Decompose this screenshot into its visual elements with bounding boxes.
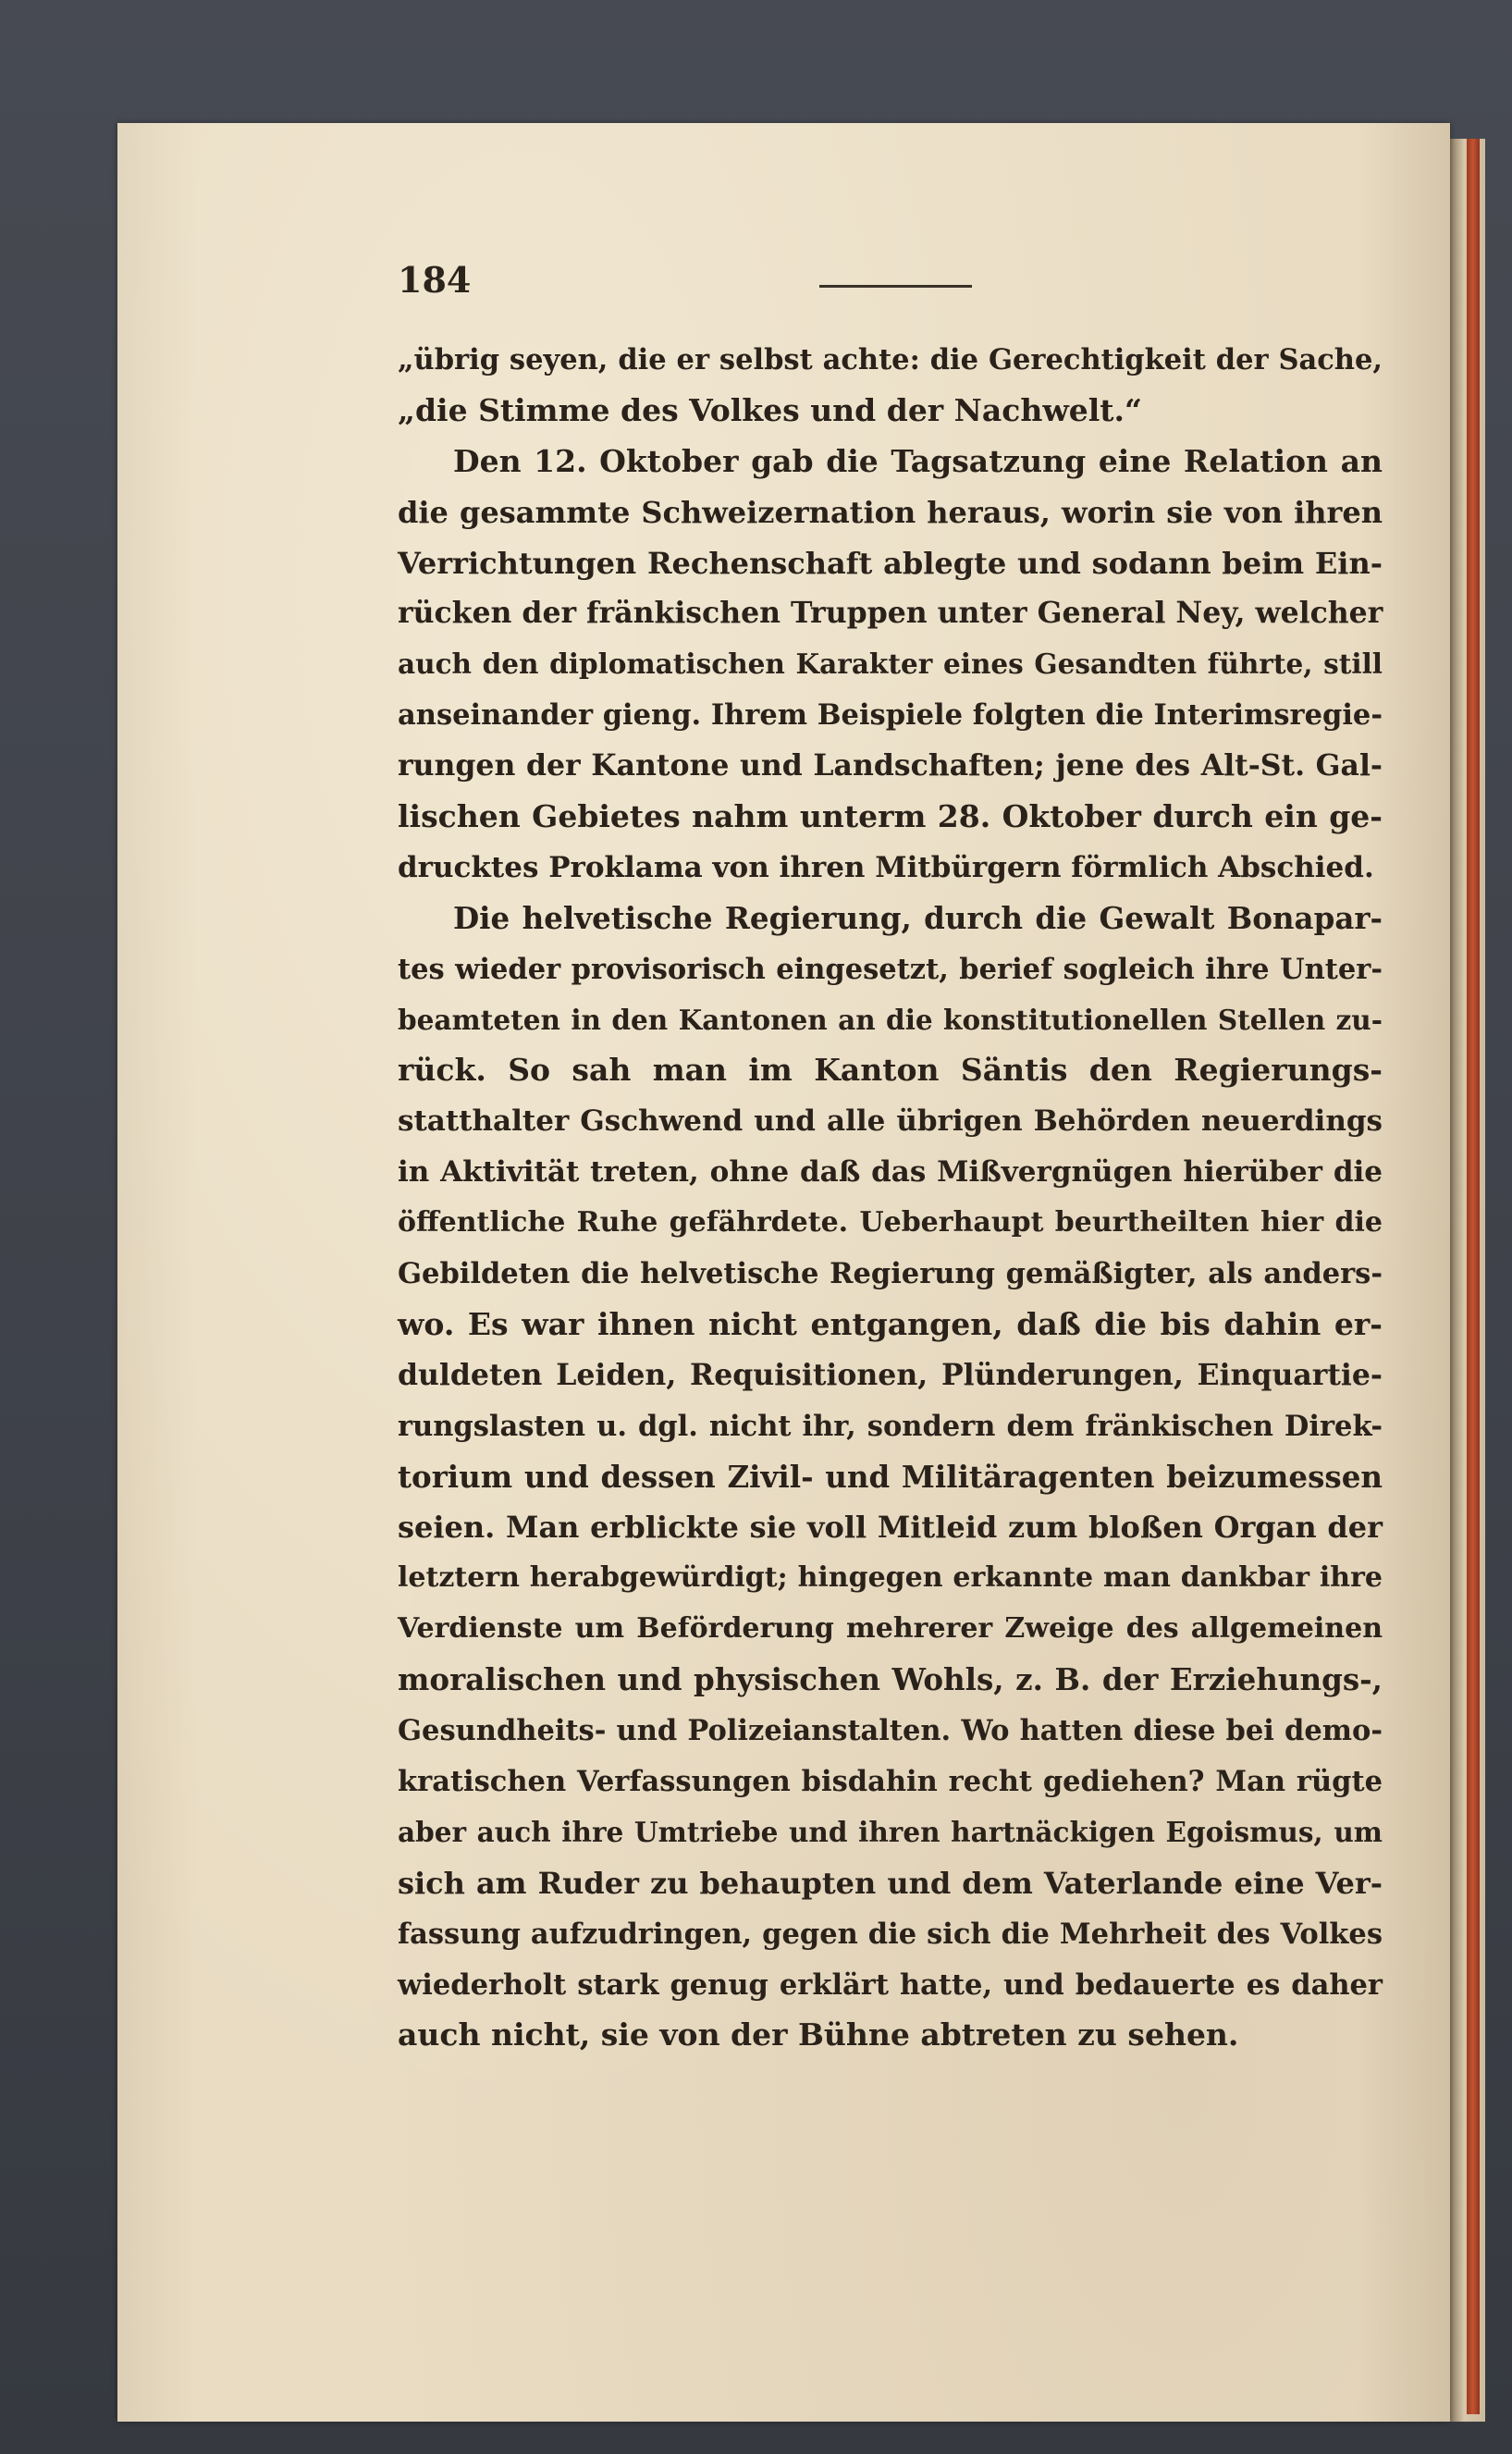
text-line: Verrichtungen Rechenschaft ablegte und sodann beim Ein- — [398, 545, 1383, 581]
text-line: rücken der fränkischen Truppen unter General Ney, welcher — [398, 596, 1383, 631]
text-line: statthalter Gschwend und alle übrigen Behörden neuerdings — [398, 1104, 1383, 1139]
text-line: torium und dessen Zivil- und Militäragenten beizumessen — [398, 1458, 1383, 1495]
text-line: aber auch ihre Umtriebe und ihren hartnäckigen Egoismus, um — [398, 1815, 1383, 1848]
text-line: anseinander gieng. Ihrem Beispiele folgten die Interimsregie- — [398, 698, 1383, 733]
header-rule — [819, 285, 972, 288]
text-line: in Aktivität treten, ohne daß das Mißvergnügen hierüber die — [398, 1155, 1383, 1190]
text-line: rungen der Kantone und Landschaften; jene des Alt-St. Gal- — [398, 748, 1383, 783]
body-text — [398, 335, 1383, 2061]
text-line: Den 12. Oktober gab die Tagsatzung eine Relation an — [453, 442, 1383, 479]
text-line: rück. So sah man im Kanton Säntis den Regierungs- — [398, 1052, 1383, 1089]
text-line: Gesundheits- und Polizeianstalten. Wo hatten diese bei demo- — [398, 1714, 1383, 1748]
text-line: Verdienste um Beförderung mehrerer Zweige des allgemeinen — [398, 1612, 1383, 1646]
text-line: tes wieder provisorisch eingesetzt, berief sogleich ihre Unter- — [398, 952, 1383, 986]
bookmark-ribbon — [1467, 139, 1480, 2414]
text-line: kratischen Verfassungen bisdahin recht gediehen? Man rügte — [398, 1764, 1383, 1798]
text-line: „übrig seyen, die er selbst achte: die Gerechtigkeit der Sache, — [398, 343, 1383, 376]
text-line: „die Stimme des Volkes und der Nachwelt.“ — [398, 391, 1142, 428]
text-line: auch nicht, sie von der Bühne abtreten zu sehen. — [398, 2016, 1239, 2053]
text-line: drucktes Proklama von ihren Mitbürgern förmlich Abschied. — [398, 850, 1374, 884]
text-line: Die helvetische Regierung, durch die Gewalt Bonapar- — [453, 899, 1383, 936]
text-line: rungslasten u. dgl. nicht ihr, sondern dem fränkischen Direk- — [398, 1409, 1383, 1443]
text-line: auch den diplomatischen Karakter eines Gesandten führte, still — [398, 647, 1383, 681]
text-line: wo. Es war ihnen nicht entgangen, daß die bis dahin er- — [398, 1305, 1383, 1342]
text-line: beamteten in den Kantonen an die konstitutionellen Stellen zu- — [398, 1003, 1383, 1036]
text-line: duldeten Leiden, Requisitionen, Plünderungen, Einquartie- — [398, 1357, 1383, 1392]
text-line: moralischen und physischen Wohls, z. B. der Erziehungs-, — [398, 1661, 1383, 1698]
text-line: seien. Man erblickte sie voll Mitleid zum bloßen Organ der — [398, 1510, 1383, 1546]
text-line: öffentliche Ruhe gefährdete. Ueberhaupt beurtheilten hier die — [398, 1206, 1383, 1239]
text-line: Gebildeten die helvetische Regierung gemäßigter, als anders- — [398, 1257, 1383, 1291]
text-line: letztern herabgewürdigt; hingegen erkannte man dankbar ihre — [398, 1561, 1383, 1595]
text-line: die gesammte Schweizernation heraus, worin sie von ihren — [398, 494, 1383, 530]
page-header — [398, 250, 1415, 305]
text-line: lischen Gebietes nahm unterm 28. Oktober durch ein ge- — [398, 798, 1383, 835]
page-number: 184 — [398, 259, 472, 301]
text-line: sich am Ruder zu behaupten und dem Vaterlande eine Ver- — [398, 1865, 1383, 1901]
text-line: fassung aufzudringen, gegen die sich die Mehrheit des Volkes — [398, 1917, 1383, 1951]
text-line: wiederholt stark genug erklärt hatte, und bedauerte es daher — [398, 1967, 1383, 2002]
